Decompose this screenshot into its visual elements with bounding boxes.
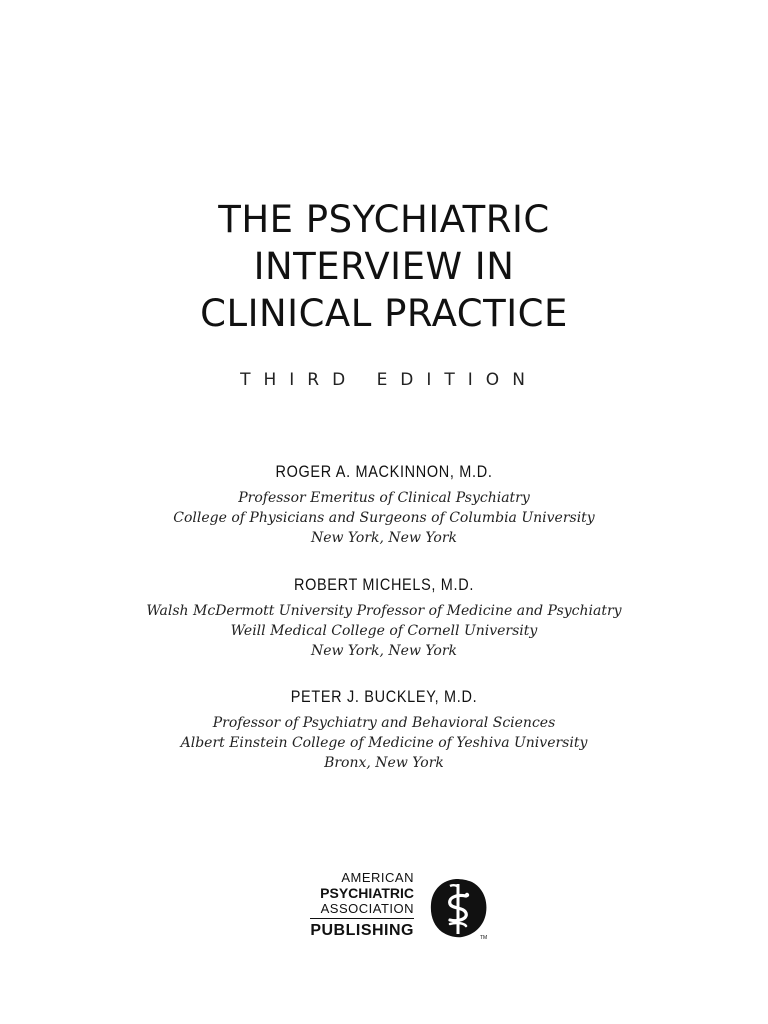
caduceus-seal-icon — [426, 876, 490, 940]
author-title: Professor of Psychiatry and Behavioral Sciences — [212, 715, 556, 731]
author-institution: Weill Medical College of Cornell University — [230, 623, 538, 639]
author-location: New York, New York — [310, 643, 458, 659]
author-block-1 — [0, 462, 768, 548]
author-name: PETER J. BUCKLEY, M.D. — [290, 687, 478, 706]
author-name: ROBERT MICHELS, M.D. — [293, 575, 475, 594]
publisher-wordmark — [310, 870, 414, 940]
author-location: New York, New York — [310, 530, 458, 546]
publisher-line-association: ASSOCIATION — [320, 901, 414, 916]
title-line-3: CLINICAL PRACTICE — [200, 292, 568, 335]
title-line-1: THE PSYCHIATRIC — [218, 198, 550, 241]
author-institution: College of Physicians and Surgeons of Columbia University — [173, 510, 595, 526]
author-title: Walsh McDermott University Professor of Medicine and Psychiatry — [146, 603, 622, 619]
publisher-line-american: AMERICAN — [341, 870, 414, 885]
author-institution: Albert Einstein College of Medicine of Yeshiva University — [180, 735, 588, 751]
book-title — [0, 196, 768, 337]
author-name: ROGER A. MACKINNON, M.D. — [275, 462, 493, 481]
publisher-line-psychiatric: PSYCHIATRIC — [320, 885, 414, 901]
author-location: Bronx, New York — [324, 755, 444, 771]
title-line-2: INTERVIEW IN — [253, 245, 515, 288]
author-title: Professor Emeritus of Clinical Psychiatry — [238, 490, 530, 506]
edition-label: THIRD EDITION — [240, 370, 538, 390]
publisher-divider — [310, 918, 414, 919]
trademark-label: TM — [480, 935, 488, 940]
author-block-2 — [0, 575, 768, 661]
publisher-line-publishing: PUBLISHING — [310, 922, 414, 939]
publisher-logo — [298, 870, 498, 950]
author-block-3 — [0, 687, 768, 773]
